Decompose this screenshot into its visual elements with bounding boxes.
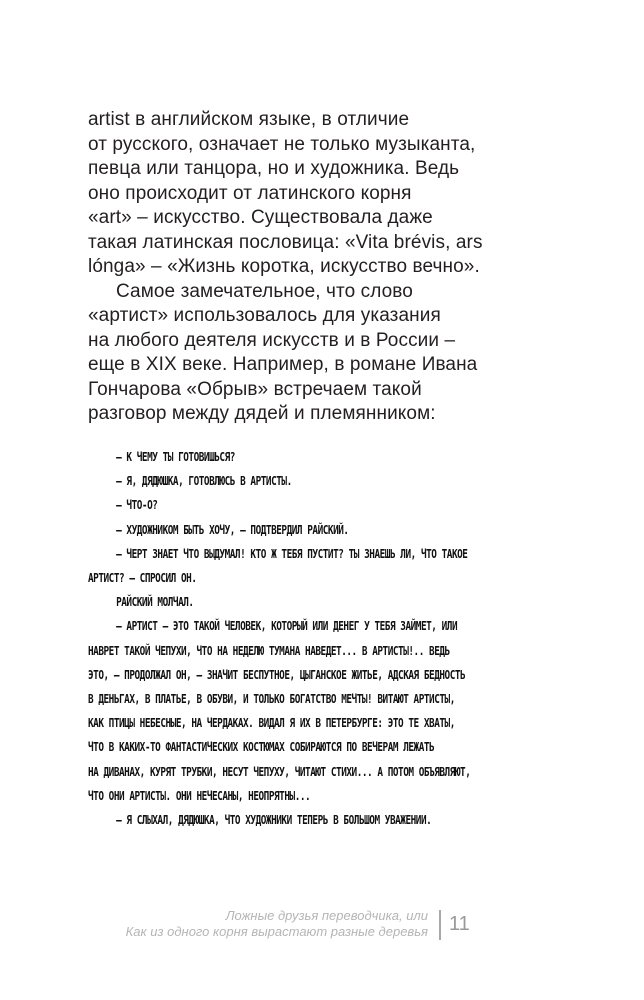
text-line: от русского, означает не только музыканта, <box>88 133 476 155</box>
text-line: оно происходит от латинского корня <box>88 182 412 204</box>
dialogue-line: – К ЧЕМУ ТЫ ГОТОВИШЬСЯ? <box>116 450 235 464</box>
text-line: на любого деятеля искусств и в России – <box>88 329 456 351</box>
text-line: разговор между дядей и племянником: <box>88 403 436 424</box>
text-line: «art» – искусство. Существовала даже <box>88 207 433 228</box>
footer-title-line: Как из одного корня вырастают разные деревья <box>125 924 428 939</box>
dialogue-line: В ДЕНЬГАХ, В ПЛАТЬЕ, В ОБУВИ, И ТОЛЬКО БОГАТСТВО МЕЧТЫ! ВИТАЮТ АРТИСТЫ, <box>88 692 455 707</box>
text-line: Гончарова «Обрыв» встречаем такой <box>88 378 422 400</box>
text-line: такая латинская пословица: «Vita brévis, ars <box>88 231 483 253</box>
dialogue-line: ЭТО, – ПРОДОЛЖАЛ ОН, – ЗНАЧИТ БЕСПУТНОЕ, ЦЫГАНСКОЕ ЖИТЬЕ, АДСКАЯ БЕДНОСТЬ <box>88 667 466 682</box>
dialogue-line: НАВРЕТ ТАКОЙ ЧЕПУХИ, ЧТО НА НЕДЕЛЮ ТУМАНА НАВЕДЕТ... В АРТИСТЫ!.. ВЕДЬ <box>88 643 450 658</box>
dialogue-line: АРТИСТ? – СПРОСИЛ ОН. <box>88 571 197 586</box>
dialogue-line: – ХУДОЖНИКОМ БЫТЬ ХОЧУ, – ПОДТВЕРДИЛ РАЙСКИЙ. <box>116 522 349 537</box>
dialogue-line: КАК ПТИЦЫ НЕБЕСНЫЕ, НА ЧЕРДАКАХ. ВИДАЛ Я ИХ В ПЕТЕРБУРГЕ: ЭТО ТЕ ХВАТЫ, <box>88 716 455 731</box>
main-text <box>88 108 608 427</box>
dialogue-line: – ЧТО-О? <box>116 498 158 513</box>
text-line: artist в английском языке, в отличие <box>88 109 410 130</box>
text-line: еще в XIX веке. Например, в романе Ивана <box>88 354 478 375</box>
dialogue-line: – Я, ДЯДЮШКА, ГОТОВЛЮСЬ В АРТИСТЫ. <box>116 474 292 489</box>
dialogue-line: – Я СЛЫХАЛ, ДЯДЮШКА, ЧТО ХУДОЖНИКИ ТЕПЕРЬ В БОЛЬШОМ УВАЖЕНИИ. <box>116 813 432 828</box>
page-footer <box>0 908 644 948</box>
running-footer-title <box>126 908 428 940</box>
footer-divider <box>439 910 441 940</box>
dialogue-quote <box>88 445 494 832</box>
text-line: «артист» использовалось для указания <box>88 305 441 326</box>
dialogue-line: ЧТО В КАКИХ-ТО ФАНТАСТИЧЕСКИХ КОСТЮМАХ СОБИРАЮТСЯ ПО ВЕЧЕРАМ ЛЕЖАТЬ <box>88 740 435 755</box>
dialogue-line: – АРТИСТ – ЭТО ТАКОЙ ЧЕЛОВЕК, КОТОРЫЙ ИЛИ ДЕНЕГ У ТЕБЯ ЗАЙМЕТ, ИЛИ <box>116 619 458 634</box>
text-line: певца или танцора, но и художника. Ведь <box>88 158 460 179</box>
dialogue-line: НА ДИВАНАХ, КУРЯТ ТРУБКИ, НЕСУТ ЧЕПУХУ, ЧИТАЮТ СТИХИ... А ПОТОМ ОБЪЯВЛЯЮТ, <box>88 764 471 779</box>
dialogue-line: РАЙСКИЙ МОЛЧАЛ. <box>116 595 194 610</box>
dialogue-line: ЧТО ОНИ АРТИСТЫ. ОНИ НЕЧЕСАНЫ, НЕОПРЯТНЫ... <box>88 788 311 803</box>
text-line: Самое замечательное, что слово <box>116 280 413 302</box>
page-number: 11 <box>449 913 470 935</box>
text-line: lónga» – «Жизнь коротка, искусство вечно». <box>88 256 480 277</box>
dialogue-line: – ЧЕРТ ЗНАЕТ ЧТО ВЫДУМАЛ! КТО Ж ТЕБЯ ПУСТИТ? ТЫ ЗНАЕШЬ ЛИ, ЧТО ТАКОЕ <box>116 546 468 561</box>
footer-title-line: Ложные друзья переводчика, или <box>225 908 428 923</box>
